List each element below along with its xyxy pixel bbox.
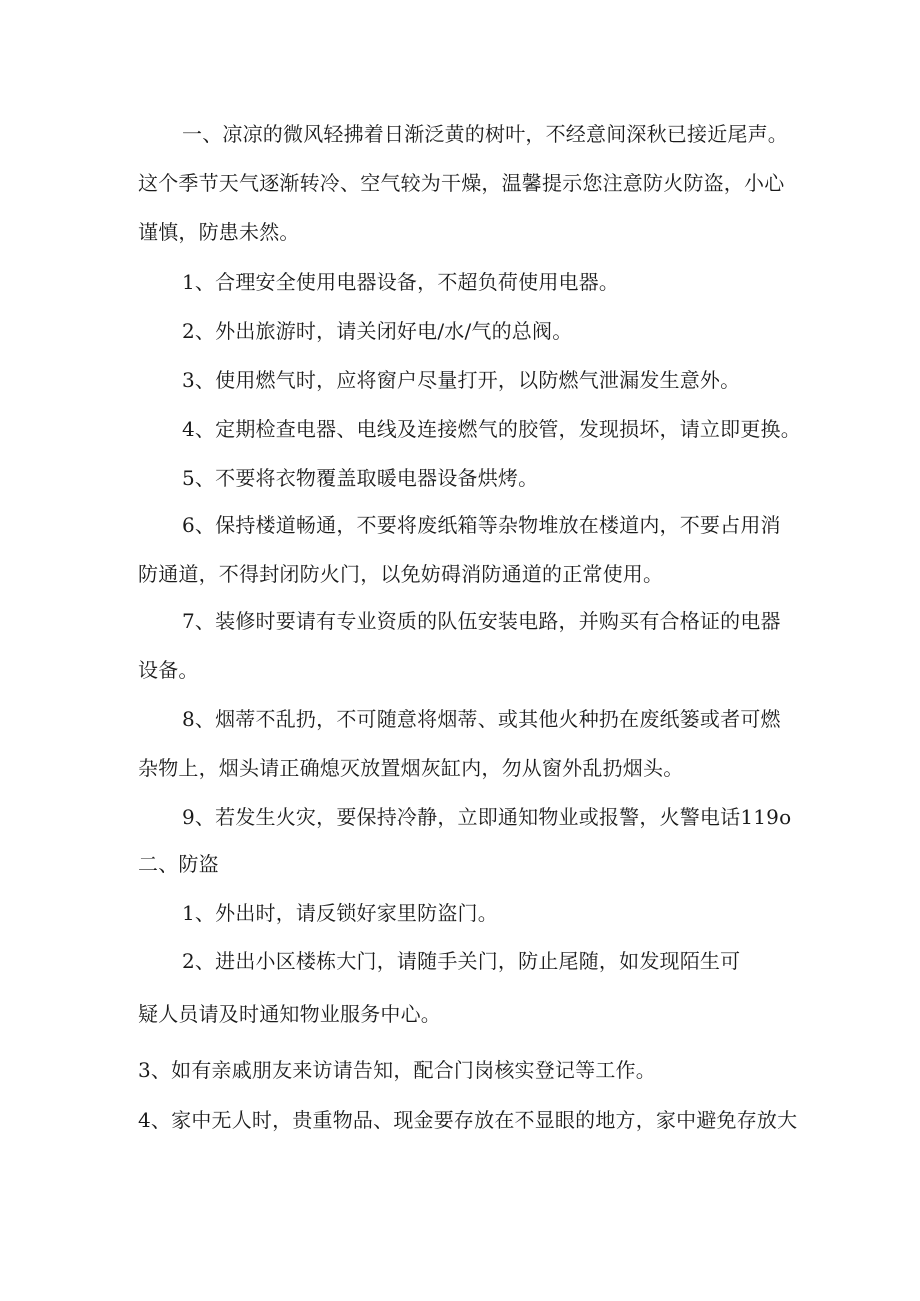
text-line: 4、定期检查电器、电线及连接燃气的胶管，发现损坏，请立即更换。 bbox=[182, 417, 801, 441]
text-line: 8、烟蒂不乱扔，不可随意将烟蒂、或其他火种扔在废纸篓或者可燃 bbox=[182, 707, 781, 731]
text-line: 4、家中无人时，贵重物品、现金要存放在不显眼的地方，家中避免存放大 bbox=[138, 1108, 798, 1132]
text-line: 3、如有亲戚朋友来访请告知，配合门岗核实登记等工作。 bbox=[138, 1058, 656, 1082]
text-line: 疑人员请及时通知物业服务中心。 bbox=[138, 1002, 441, 1026]
text-line: 7、装修时要请有专业资质的队伍安装电路，并购买有合格证的电器 bbox=[182, 609, 781, 633]
text-line: 2、进出小区楼栋大门，请随手关门，防止尾随，如发现陌生可 bbox=[182, 949, 741, 973]
text-line: 设备。 bbox=[138, 658, 199, 682]
text-line: 谨慎，防患未然。 bbox=[138, 220, 300, 244]
text-line: 一、凉凉的微风轻拂着日渐泛黄的树叶，不经意间深秋已接近尾声。 bbox=[182, 122, 788, 146]
text-line: 杂物上，烟头请正确熄灭放置烟灰缸内，勿从窗外乱扔烟头。 bbox=[138, 756, 684, 780]
text-line: 这个季节天气逐渐转冷、空气较为干燥，温馨提示您注意防火防盗，小心 bbox=[138, 171, 785, 195]
section-heading: 二、防盗 bbox=[138, 852, 219, 876]
text-line: 防通道，不得封闭防火门，以免妨碍消防通道的正常使用。 bbox=[138, 562, 664, 586]
text-line: 3、使用燃气时，应将窗户尽量打开，以防燃气泄漏发生意外。 bbox=[182, 368, 741, 392]
text-line: 5、不要将衣物覆盖取暖电器设备烘烤。 bbox=[182, 466, 539, 490]
text-line: 9、若发生火灾，要保持冷静，立即通知物业或报警，火警电话119o bbox=[182, 805, 792, 829]
text-line: 6、保持楼道畅通，不要将废纸箱等杂物堆放在楼道内，不要占用消 bbox=[182, 513, 781, 537]
text-line: 2、外出旅游时，请关闭好电/水/气的总阀。 bbox=[182, 319, 573, 343]
text-line: 1、外出时，请反锁好家里防盗门。 bbox=[182, 901, 498, 925]
text-line: 1、合理安全使用电器设备，不超负荷使用电器。 bbox=[182, 270, 620, 294]
